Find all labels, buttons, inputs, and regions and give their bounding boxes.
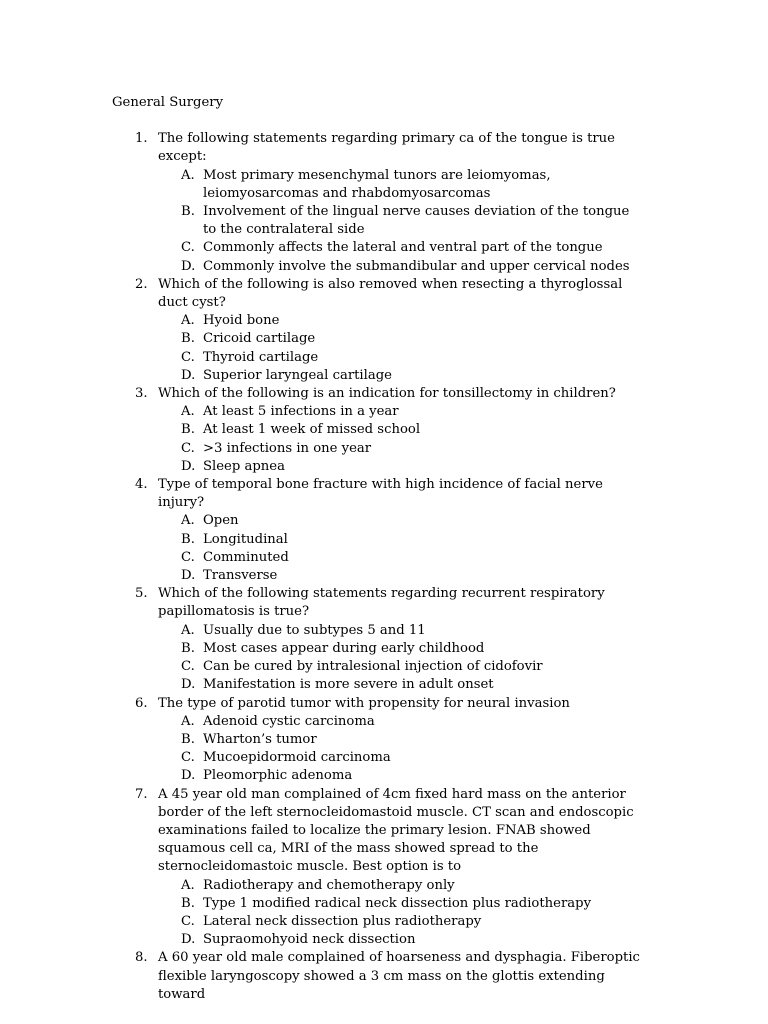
option-letter: B. [181, 331, 195, 347]
option-letter: A. [181, 713, 195, 729]
option-text: At least 1 week of missed school [203, 422, 421, 438]
option-letter: D. [181, 677, 196, 693]
option-text: Thyroid cartilage [203, 349, 319, 365]
option-letter: C. [181, 440, 195, 456]
option-text: Manifestation is more severe in adult onset [203, 677, 494, 693]
document-title: General Surgery [112, 95, 224, 110]
option-text: Comminuted [203, 549, 289, 565]
answer-option [158, 640, 633, 658]
option-letter: B. [181, 731, 195, 747]
answer-option [158, 421, 633, 439]
answer-option [158, 531, 633, 549]
option-text: Cricoid cartilage [203, 331, 316, 347]
option-text: Mucoepidormoid carcinoma [203, 750, 391, 766]
answer-option [158, 749, 633, 767]
answer-option [158, 512, 633, 530]
question-text: A 45 year old man complained of 4cm fixed hard mass on the anterior border of the left sternocleidomastoid muscle. CT scan and endoscopic examinations failed to localize the primary lesion. FNAB showed squamous cell ca, MRI of the mass showed spread to the sternocleidomastoic muscle. Best option is to [158, 786, 634, 875]
option-list [158, 713, 646, 786]
option-text: Sleep apnea [203, 458, 285, 474]
question-item [0, 585, 646, 694]
option-letter: B. [181, 531, 195, 547]
option-letter: D. [181, 458, 196, 474]
question-item [0, 130, 646, 276]
question-item [0, 786, 646, 950]
option-text: >3 infections in one year [203, 440, 372, 456]
option-letter: C. [181, 240, 195, 256]
option-letter: A. [181, 167, 195, 183]
answer-option [158, 731, 633, 749]
question-text: Type of temporal bone fracture with high incidence of facial nerve injury? [158, 477, 603, 511]
question-number: 6. [135, 695, 148, 711]
question-number: 1. [135, 131, 148, 147]
answer-option [158, 203, 633, 239]
option-text: Commonly involve the submandibular and upper cervical nodes [203, 258, 630, 274]
option-letter: C. [181, 750, 195, 766]
option-text: Pleomorphic adenoma [203, 768, 353, 784]
question-text: The type of parotid tumor with propensity for neural invasion [158, 695, 570, 711]
option-list [158, 403, 646, 476]
option-letter: B. [181, 640, 195, 656]
option-list [158, 622, 646, 695]
question-number: 8. [135, 950, 148, 966]
question-text: Which of the following is an indication for tonsillectomy in children? [158, 386, 616, 402]
option-letter: A. [181, 404, 195, 420]
answer-option [158, 440, 633, 458]
option-text: Most cases appear during early childhood [203, 640, 485, 656]
option-text: Lateral neck dissection plus radiotherapy [203, 913, 482, 929]
answer-option [158, 877, 633, 895]
option-letter: A. [181, 313, 195, 329]
option-letter: A. [181, 622, 195, 638]
question-item [0, 476, 646, 585]
question-item [0, 949, 646, 1004]
answer-option [158, 913, 633, 931]
question-list [0, 130, 768, 1004]
question-item [0, 695, 646, 786]
option-text: Superior laryngeal cartilage [203, 367, 392, 383]
answer-option [158, 713, 633, 731]
option-letter: D. [181, 768, 196, 784]
answer-option [158, 330, 633, 348]
option-letter: A. [181, 877, 195, 893]
option-text: Open [203, 513, 239, 529]
answer-option [158, 239, 633, 257]
answer-option [158, 167, 633, 203]
option-text: Adenoid cystic carcinoma [203, 713, 375, 729]
answer-option [158, 258, 633, 276]
answer-option [158, 403, 633, 421]
option-text: Involvement of the lingual nerve causes deviation of the tongue to the contralateral side [203, 204, 630, 238]
option-text: Transverse [203, 568, 278, 584]
option-text: At least 5 infections in a year [203, 404, 399, 420]
option-letter: B. [181, 895, 195, 911]
option-letter: B. [181, 422, 195, 438]
question-text: A 60 year old male complained of hoarseness and dysphagia. Fiberoptic flexible laryngoscopy showed a 3 cm mass on the glottis extending toward [158, 950, 640, 1002]
option-text: Hyoid bone [203, 313, 280, 329]
option-letter: D. [181, 932, 196, 948]
option-text: Longitudinal [203, 531, 288, 547]
answer-option [158, 367, 633, 385]
option-letter: C. [181, 913, 195, 929]
question-text: The following statements regarding primary ca of the tongue is true except: [158, 131, 615, 165]
option-letter: D. [181, 367, 196, 383]
option-letter: B. [181, 204, 195, 220]
option-text: Most primary mesenchymal tunors are leiomyomas, leiomyosarcomas and rhabdomyosarcomas [203, 167, 551, 201]
option-text: Commonly affects the lateral and ventral part of the tongue [203, 240, 603, 256]
option-text: Radiotherapy and chemotherapy only [203, 877, 455, 893]
question-number: 4. [135, 477, 148, 493]
option-list [158, 877, 646, 950]
question-item [0, 385, 646, 476]
option-letter: C. [181, 549, 195, 565]
option-list [158, 512, 646, 585]
question-item [0, 276, 646, 385]
option-text: Can be cured by intralesional injection of cidofovir [203, 659, 543, 675]
answer-option [158, 349, 633, 367]
option-text: Supraomohyoid neck dissection [203, 932, 416, 948]
question-number: 3. [135, 386, 148, 402]
option-list [158, 312, 646, 385]
answer-option [158, 895, 633, 913]
question-text: Which of the following statements regarding recurrent respiratory papillomatosis is true? [158, 586, 605, 620]
option-letter: D. [181, 258, 196, 274]
option-letter: A. [181, 513, 195, 529]
question-text: Which of the following is also removed when resecting a thyroglossal duct cyst? [158, 276, 623, 311]
question-number: 5. [135, 586, 148, 602]
answer-option [158, 312, 633, 330]
option-letter: C. [181, 659, 195, 675]
answer-option [158, 549, 633, 567]
answer-option [158, 931, 633, 949]
option-letter: D. [181, 568, 196, 584]
answer-option [158, 676, 633, 694]
answer-option [158, 767, 633, 785]
answer-option [158, 458, 633, 476]
answer-option [158, 658, 633, 676]
question-number: 7. [135, 786, 148, 802]
option-text: Wharton’s tumor [203, 731, 317, 747]
answer-option [158, 567, 633, 585]
option-letter: C. [181, 349, 195, 365]
option-list [158, 167, 646, 276]
answer-option [158, 622, 633, 640]
option-text: Type 1 modified radical neck dissection plus radiotherapy [203, 895, 592, 911]
question-number: 2. [135, 276, 148, 292]
option-text: Usually due to subtypes 5 and 11 [203, 622, 426, 638]
